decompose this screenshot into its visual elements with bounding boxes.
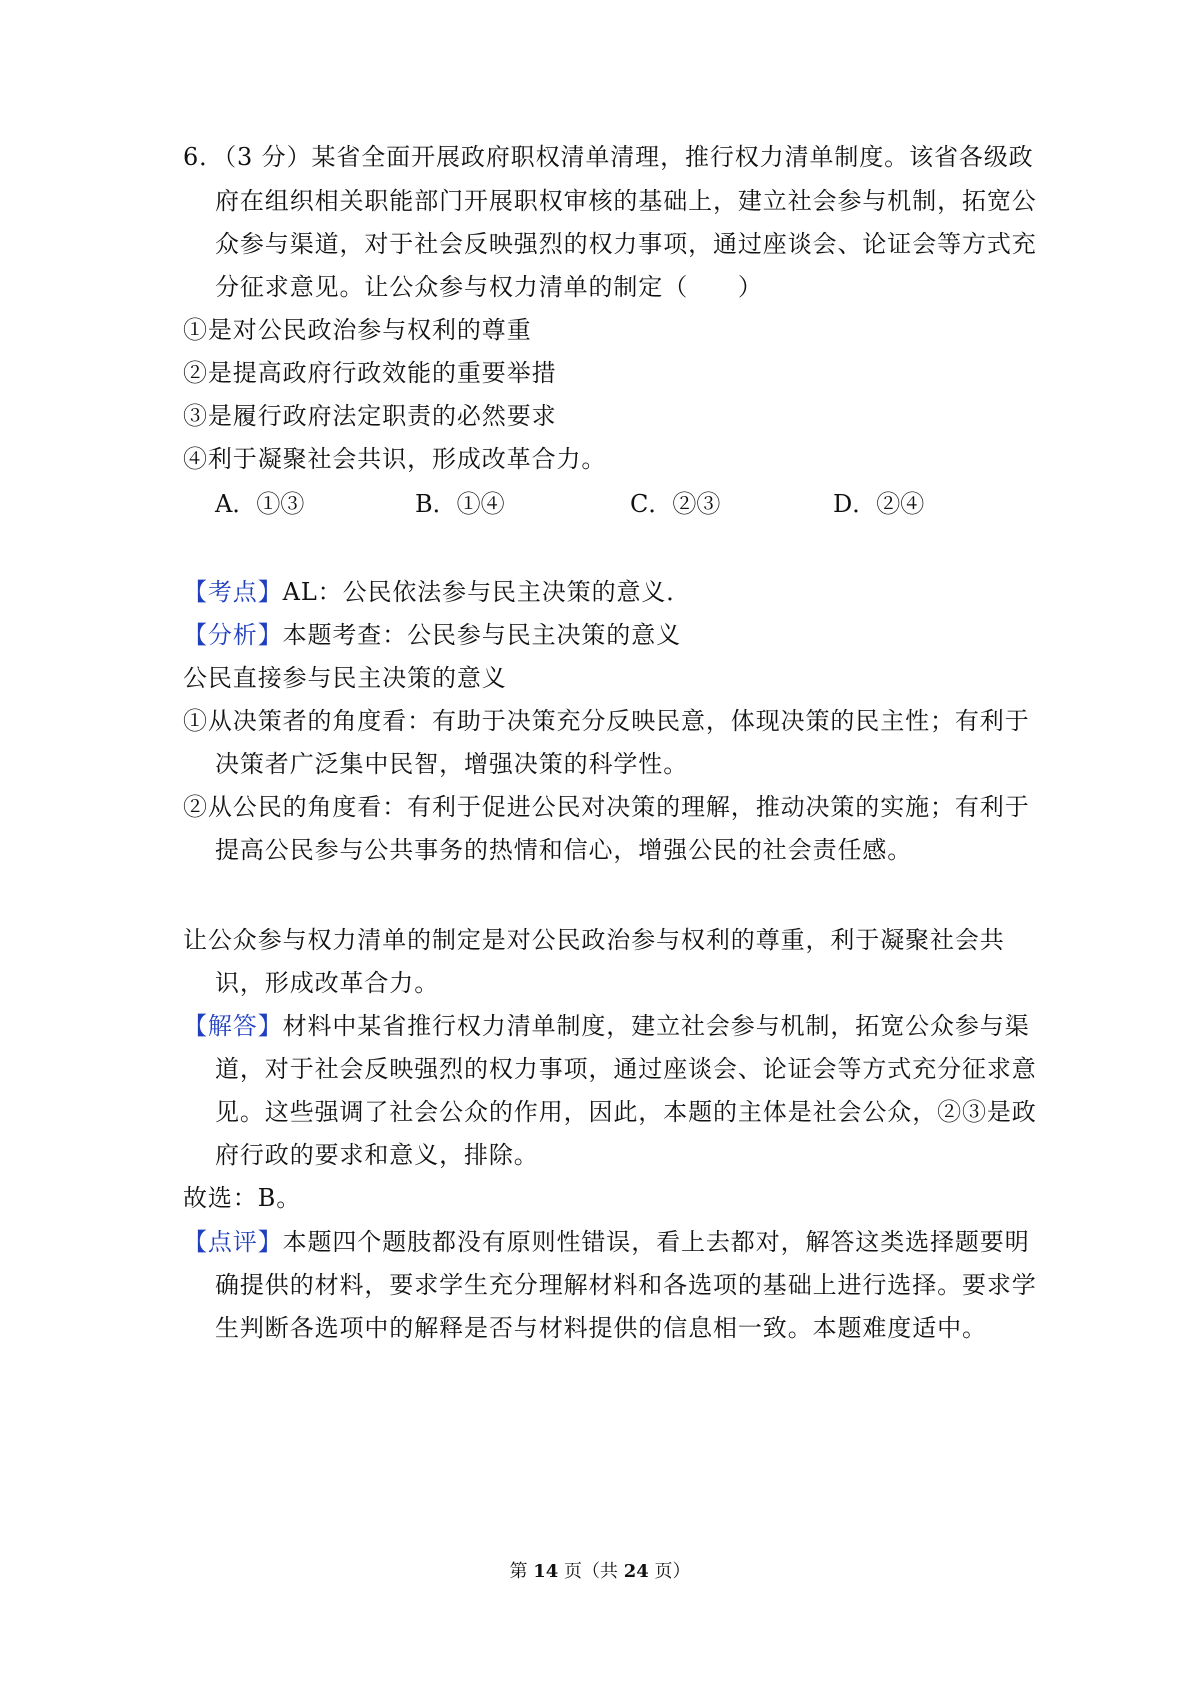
fenxi-line (183, 618, 1023, 652)
option-d: D．②④ (833, 490, 925, 518)
page-number: 14 (533, 1561, 559, 1582)
jieda-tag: 【解答】 (183, 1012, 283, 1040)
fenxi-body-line: 识，形成改革合力。 (215, 969, 440, 997)
jieda-first: 材料中某省推行权力清单制度，建立社会参与机制，拓宽公众参与渠 (282, 1012, 1030, 1040)
question-stem-line: 众参与渠道，对于社会反映强烈的权力事项，通过座谈会、论证会等方式充 (215, 230, 1037, 258)
page-footer: 第 14 页（共 24 页） (509, 1561, 691, 1582)
fenxi-body-line: 公民直接参与民主决策的意义 (183, 664, 507, 692)
kaodian-text: AL：公民依法参与民主决策的意义． (282, 578, 692, 606)
option-c: C．②③ (630, 490, 721, 518)
answer-line: 故选：B。 (183, 1184, 302, 1212)
fenxi-tag: 【分析】 (183, 621, 283, 649)
kaodian-tag: 【考点】 (183, 578, 283, 606)
statement-3: ③是履行政府法定职责的必然要求 (183, 402, 557, 430)
fenxi-body-line: 让公众参与权力清单的制定是对公民政治参与权利的尊重，利于凝聚社会共 (183, 926, 1005, 954)
dianping-tag: 【点评】 (183, 1228, 283, 1256)
dianping-first: 本题四个题肢都没有原则性错误，看上去都对，解答这类选择题要明 (282, 1228, 1030, 1256)
option-b: B．①④ (415, 490, 505, 518)
fenxi-body-line: ①从决策者的角度看：有助于决策充分反映民意，体现决策的民主性；有利于 (183, 707, 1030, 735)
dianping-line (183, 1225, 1030, 1259)
jieda-body-line: 见。这些强调了社会公众的作用，因此，本题的主体是社会公众，②③是政 (215, 1098, 1037, 1126)
jieda-body-line: 府行政的要求和意义，排除。 (215, 1141, 539, 1169)
dianping-body-line: 生判断各选项中的解释是否与材料提供的信息相一致。本题难度适中。 (215, 1314, 987, 1342)
fenxi-body-line: ②从公民的角度看：有利于促进公民对决策的理解，推动决策的实施；有利于 (183, 793, 1030, 821)
question-stem-line: 分征求意见。让公众参与权力清单的制定（ ） (215, 273, 763, 301)
question-stem-line: 6．（3 分）某省全面开展政府职权清单清理，推行权力清单制度。该省各级政 (183, 143, 1034, 171)
fenxi-text: 本题考查：公民参与民主决策的意义 (282, 621, 682, 649)
fenxi-body-line: 决策者广泛集中民智，增强决策的科学性。 (215, 750, 689, 778)
fenxi-body-line: 提高公民参与公共事务的热情和信心，增强公民的社会责任感。 (215, 836, 913, 864)
kaodian-line (183, 575, 1023, 609)
total-pages: 24 (623, 1561, 649, 1582)
jieda-line (183, 1009, 1030, 1043)
statement-2: ②是提高政府行政效能的重要举措 (183, 359, 557, 387)
statement-4: ④利于凝聚社会共识，形成改革合力。 (183, 445, 607, 473)
question-stem-line: 府在组织相关职能部门开展职权审核的基础上，建立社会参与机制，拓宽公 (215, 187, 1037, 215)
dianping-body-line: 确提供的材料，要求学生充分理解材料和各选项的基础上进行选择。要求学 (215, 1271, 1037, 1299)
option-a: A．①③ (215, 490, 305, 518)
jieda-body-line: 道，对于社会反映强烈的权力事项，通过座谈会、论证会等方式充分征求意 (215, 1055, 1037, 1083)
statement-1: ①是对公民政治参与权利的尊重 (183, 316, 532, 344)
